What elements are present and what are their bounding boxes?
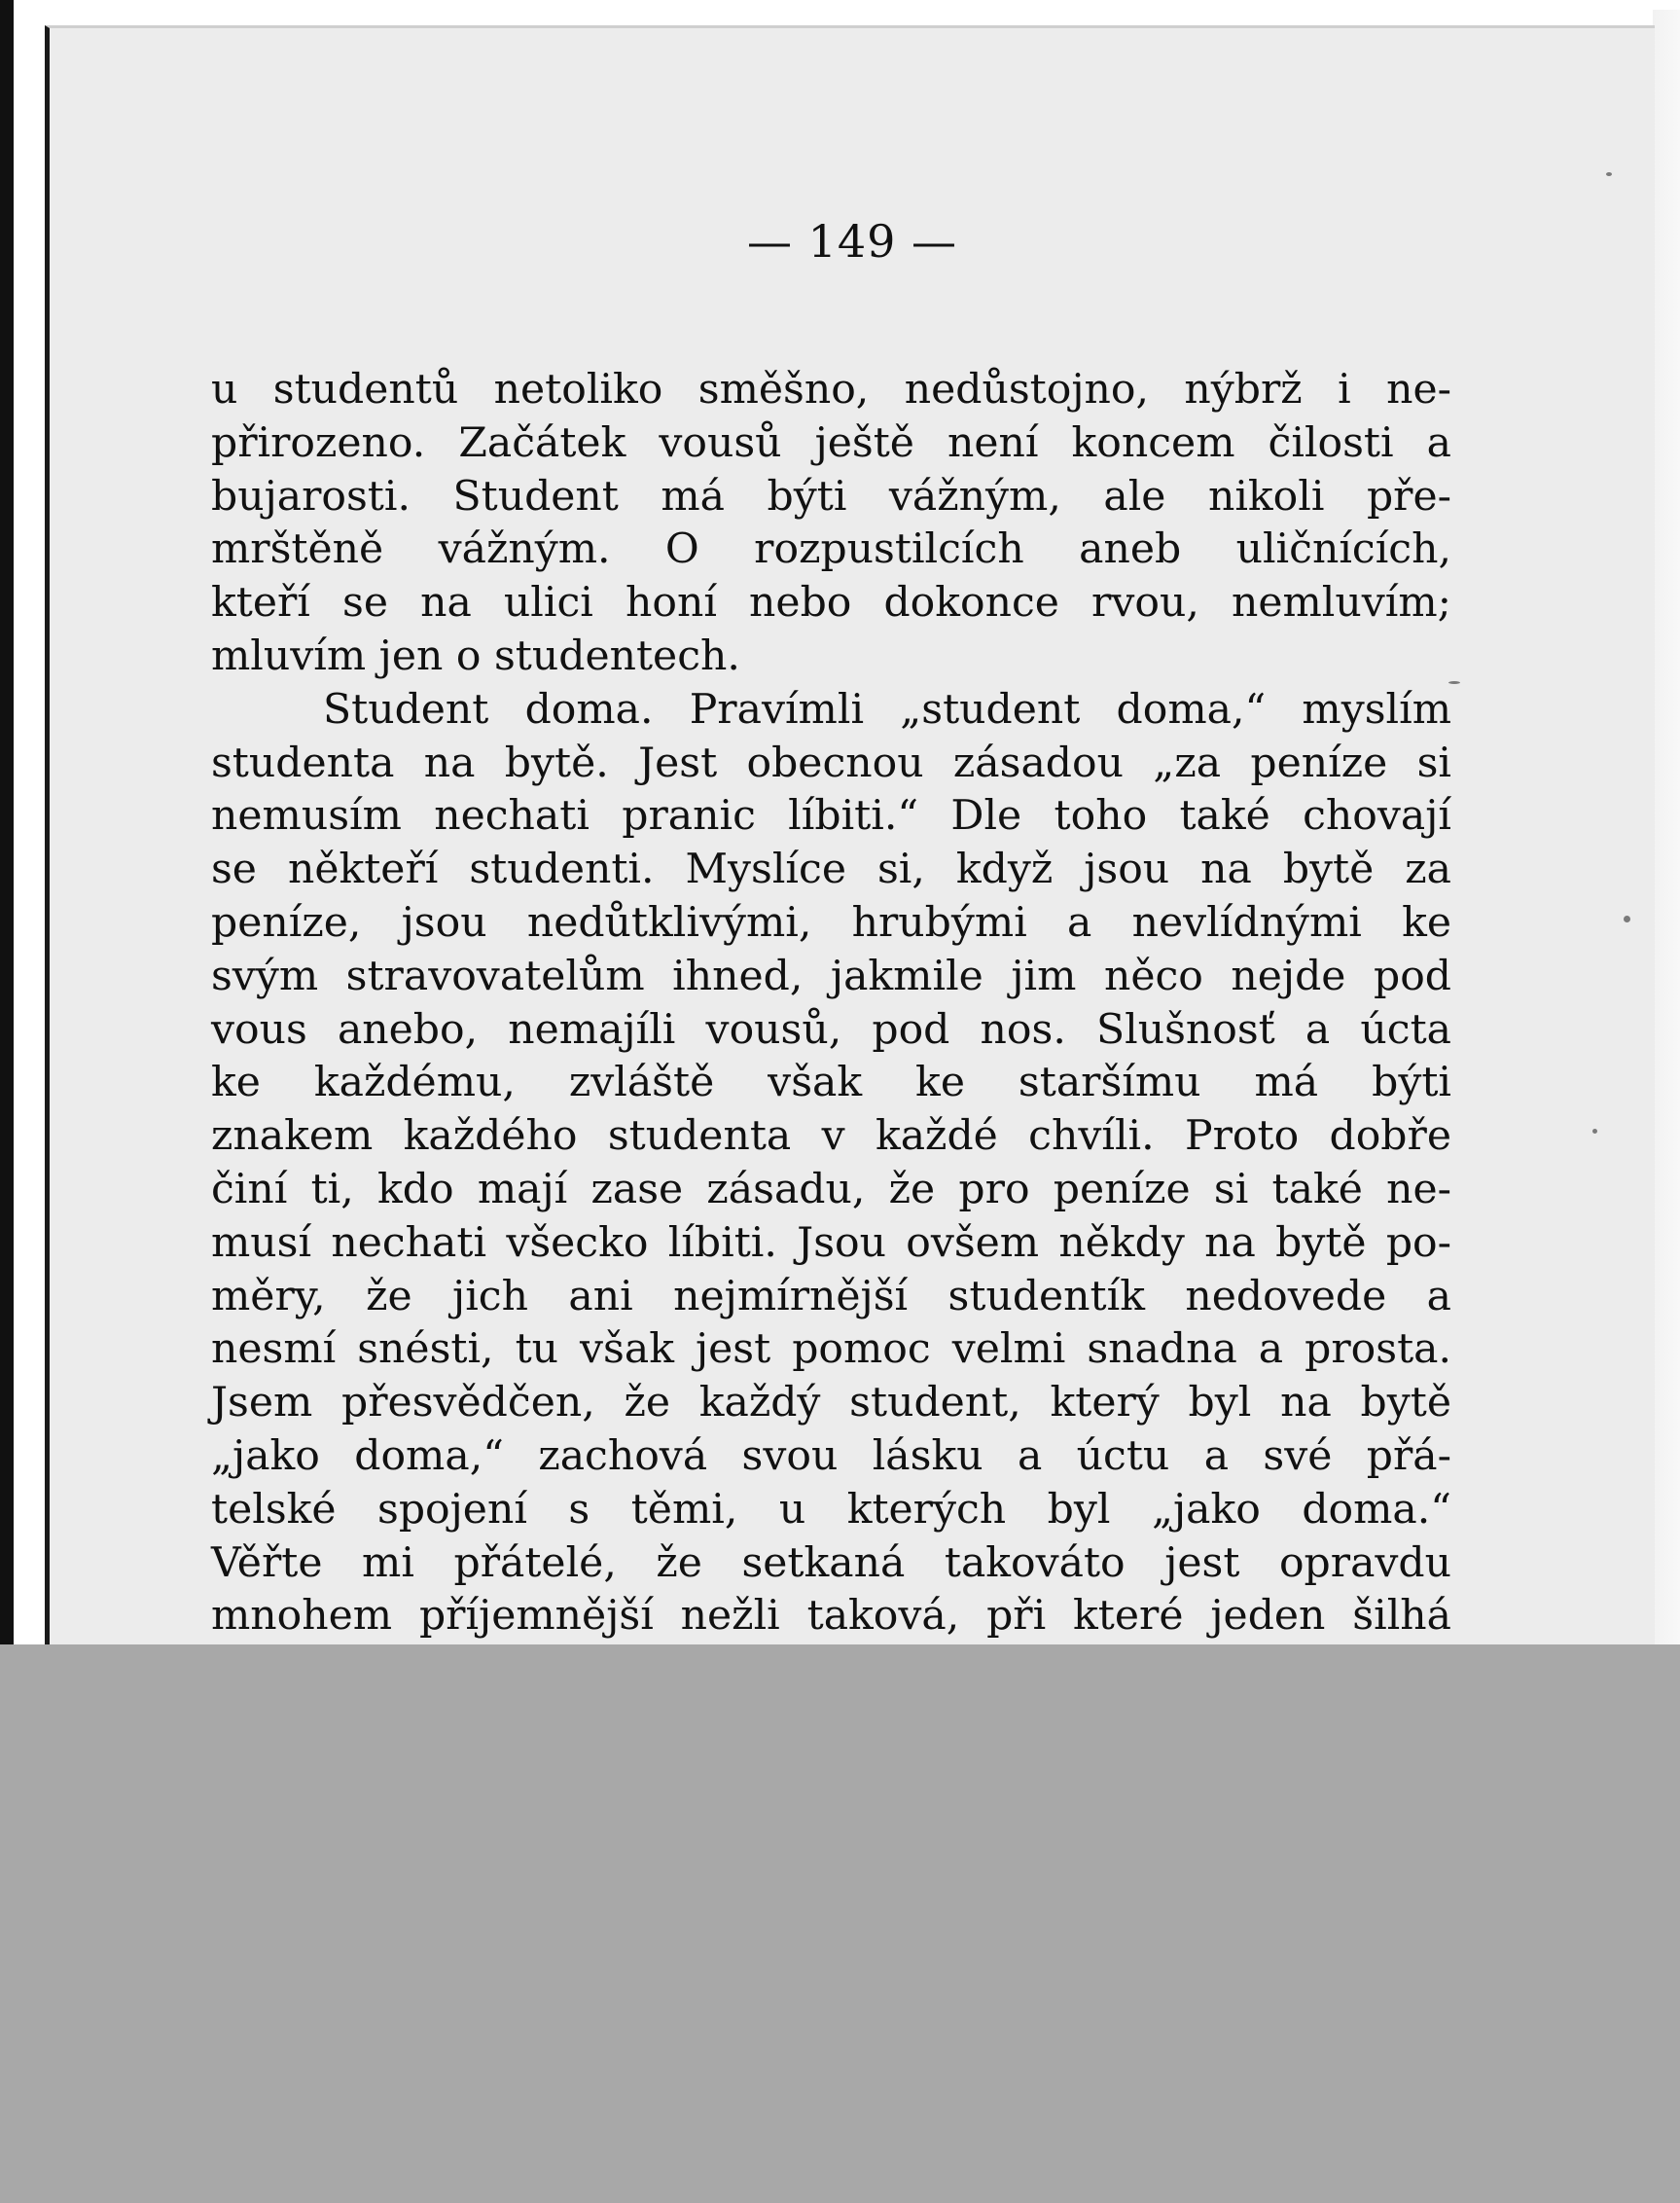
text-line: „jako doma,“ zachová svou lásku a úctu a své přá- — [211, 1431, 1451, 1480]
scan-speck — [1606, 172, 1612, 176]
text-line: vous anebo, nemajíli vousů, pod nos. Slušnosť a úcta — [211, 1005, 1451, 1054]
text-line: musí nechati všecko líbiti. Jsou ovšem někdy na bytě po- — [211, 1218, 1451, 1267]
text-line: přirozeno. Začátek vousů ještě není koncem čilosti a — [211, 418, 1451, 467]
scan-speck — [1448, 681, 1460, 684]
page-number: — 149 — — [746, 215, 958, 268]
text-line: studenta na bytě. Jest obecnou zásadou „za peníze si — [211, 739, 1451, 787]
gray-overlay-panel — [0, 1644, 1680, 2203]
text-line: peníze, jsou nedůtklivými, hrubými a nevlídnými ke — [211, 898, 1451, 947]
text-line: telské spojení s těmi, u kterých byl „jako doma.“ — [211, 1485, 1451, 1534]
text-line: bujarosti. Student má býti vážným, ale nikoli pře- — [211, 472, 1451, 521]
text-line: znakem každého studenta v každé chvíli. Proto dobře — [211, 1112, 1451, 1161]
scan-speck — [1592, 1129, 1597, 1134]
text-line: mluvím jen o studentech. — [211, 632, 740, 680]
left-scan-border — [0, 0, 14, 1644]
text-line: svým stravovatelům ihned, jakmile jim něco nejde pod — [211, 952, 1451, 1000]
text-line: se někteří studenti. Myslíce si, když jsou na bytě za — [211, 846, 1451, 894]
body-text — [211, 364, 1451, 1644]
text-line: ke každému, zvláště však ke staršímu má býti — [211, 1059, 1451, 1107]
text-line: Věřte mi přátelé, že setkaná takováto jest opravdu — [211, 1538, 1451, 1587]
text-line: Student doma. Pravímli „student doma,“ myslím — [323, 685, 1451, 734]
text-line: měry, že jich ani nejmírnější studentík nedovede a — [211, 1272, 1451, 1320]
text-line: mrštěně vážným. O rozpustilcích aneb uličnících, — [211, 525, 1451, 574]
text-line: nemusím nechati pranic líbiti.“ Dle toho také chovají — [211, 792, 1451, 841]
text-line: mnohem příjemnější nežli taková, při které jeden šilhá — [211, 1592, 1451, 1641]
book-page — [45, 25, 1655, 1644]
scan-speck — [1624, 916, 1630, 922]
text-line: u studentů netoliko směšno, nedůstojno, nýbrž i ne- — [211, 366, 1451, 414]
text-line: Jsem přesvědčen, že každý student, který byl na bytě — [211, 1379, 1451, 1427]
text-line: nesmí snésti, tu však jest pomoc velmi snadna a prosta. — [211, 1325, 1451, 1374]
text-line: činí ti, kdo mají zase zásadu, že pro peníze si také ne- — [211, 1165, 1451, 1213]
right-page-edge — [1653, 10, 1680, 1644]
text-line: kteří se na ulici honí nebo dokonce rvou, nemluvím; — [211, 579, 1451, 628]
